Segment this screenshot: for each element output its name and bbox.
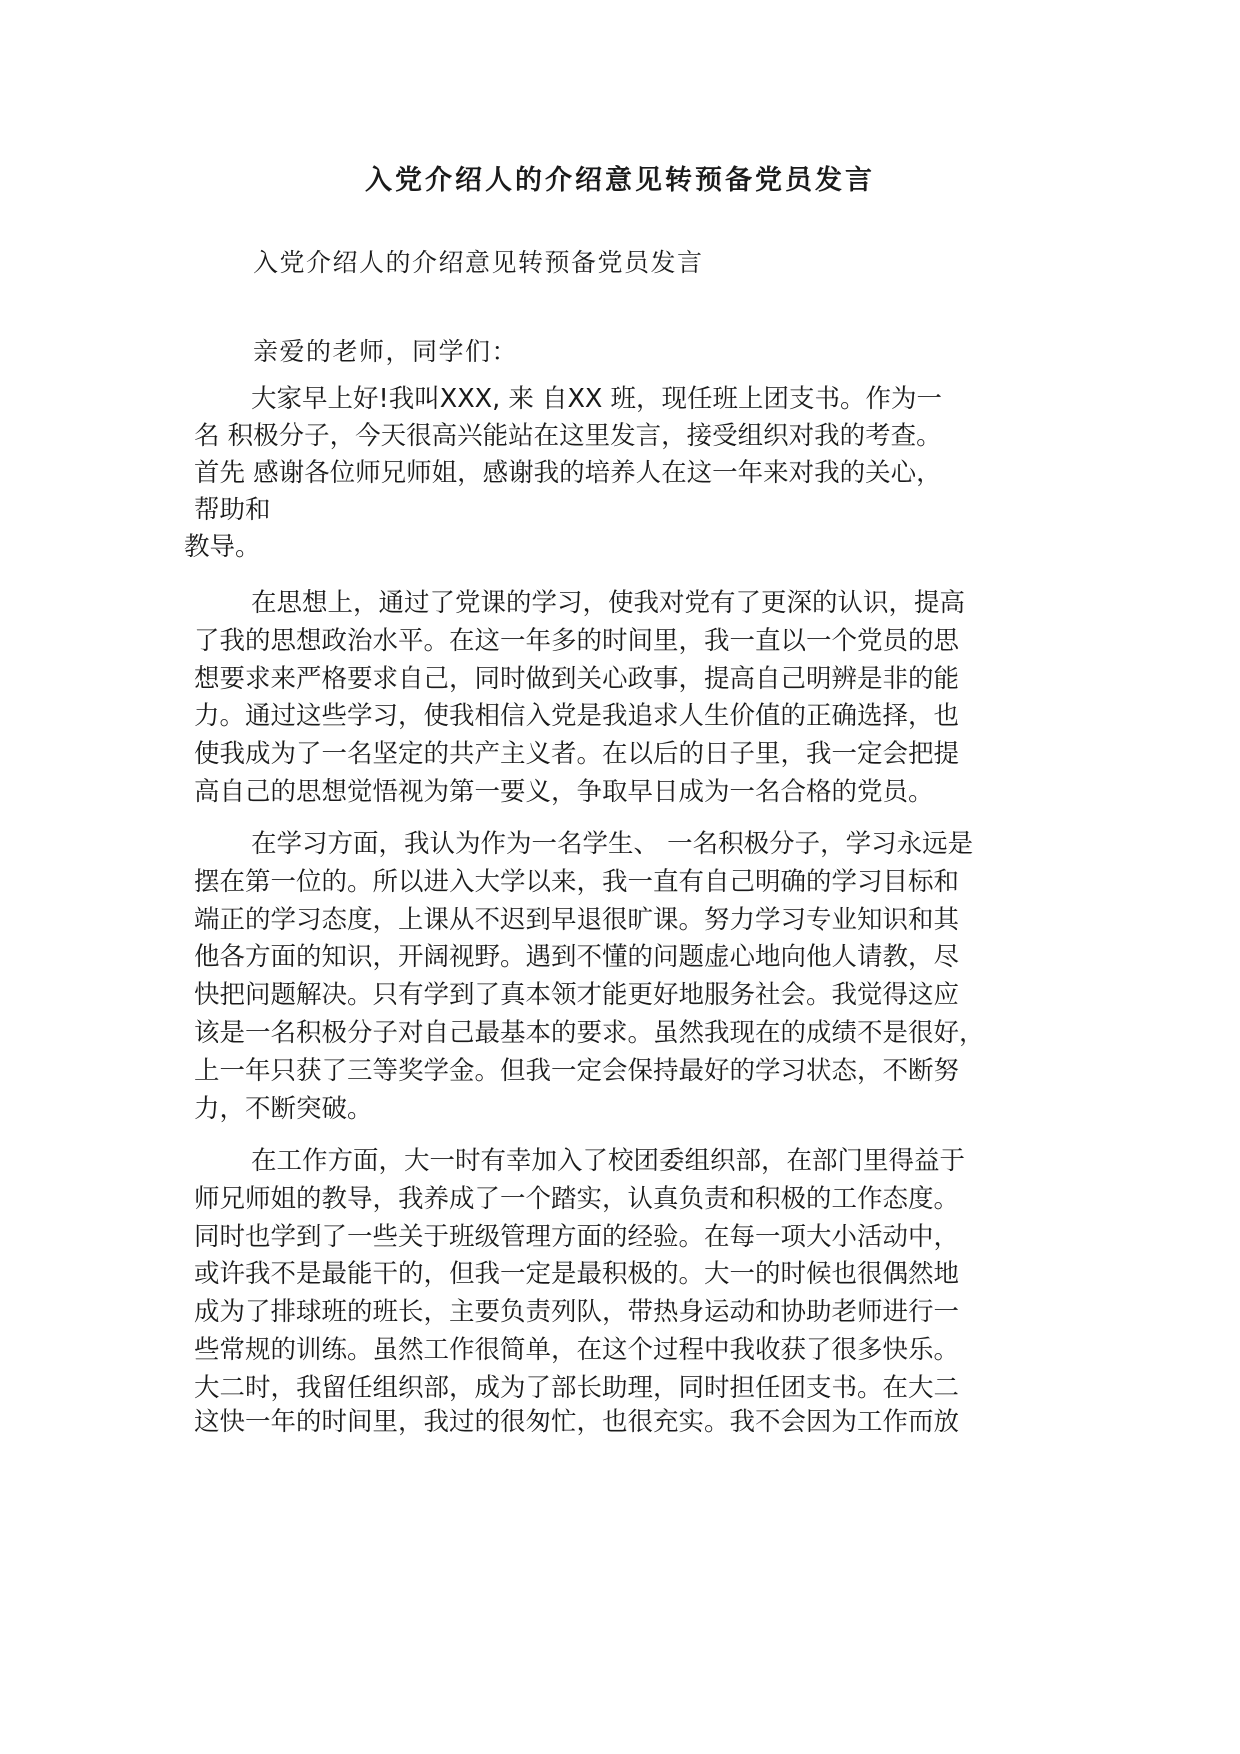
paragraph-line: 他各方面的知识，开阔视野。遇到不懂的问题虚心地向他人请教，尽 — [194, 942, 960, 973]
paragraph-line: 同时也学到了一些关于班级管理方面的经验。在每一项大小活动中， — [194, 1221, 960, 1252]
paragraph-line: 在工作方面，大一时有幸加入了校团委组织部，在部门里得益于 — [251, 1146, 966, 1176]
paragraph-line: 名 积极分子，今天很高兴能站在这里发言，接受组织对我的考查。 — [194, 421, 942, 451]
paragraph-line: 高自己的思想觉悟视为第一要义，争取早日成为一名合格的党员。 — [194, 776, 934, 807]
paragraph-line: 了我的思想政治水平。在这一年多的时间里，我一直以一个党员的思 — [194, 625, 960, 656]
paragraph-line: 首先 感谢各位师兄师姐，感谢我的培养人在这一年来对我的关心， — [194, 458, 942, 488]
paragraph-line: 成为了排球班的班长，主要负责列队，带热身运动和协助老师进行一 — [194, 1297, 960, 1328]
paragraph-line: 大二时，我留任组织部，成为了部长助理，同时担任团支书。在大二 — [194, 1372, 960, 1403]
paragraph-work — [194, 1143, 1054, 1441]
paragraph-line: 帮助和 — [194, 495, 271, 525]
paragraph-ideology — [194, 585, 1054, 812]
greeting-line: 亲爱的老师，同学们： — [253, 337, 519, 366]
paragraph-line: 大家早上好!我叫XXX, 来 自XX 班，现任班上团支书。作为一 — [251, 384, 942, 414]
paragraph-line: 师兄师姐的教导，我养成了一个踏实，认真负责和积极的工作态度。 — [194, 1183, 960, 1214]
paragraph-line: 些常规的训练。虽然工作很简单，在这个过程中我收获了很多快乐。 — [194, 1334, 960, 1365]
paragraph-line: 想要求来严格要求自己，同时做到关心政事，提高自己明辨是非的能 — [194, 663, 960, 694]
paragraph-line: 该是一名积极分子对自己最基本的要求。虽然我现在的成绩不是很好， — [194, 1017, 985, 1048]
paragraph-line: 或许我不是最能干的，但我一定是最积极的。大一的时候也很偶然地 — [194, 1259, 960, 1290]
paragraph-line: 摆在第一位的。所以进入大学以来，我一直有自己明确的学习目标和 — [194, 866, 960, 897]
paragraph-line: 力。通过这些学习，使我相信入党是我追求人生价值的正确选择，也 — [194, 701, 960, 732]
document-title: 入党介绍人的介绍意见转预备党员发言 — [365, 165, 875, 196]
paragraph-line: 上一年只获了三等奖学金。但我一定会保持最好的学习状态，不断努 — [194, 1055, 960, 1086]
paragraph-line: 这快一年的时间里，我过的很匆忙，也很充实。我不会因为工作而放 — [194, 1406, 960, 1437]
document-subtitle: 入党介绍人的介绍意见转预备党员发言 — [253, 248, 704, 277]
paragraph-line: 在思想上，通过了党课的学习，使我对党有了更深的认识，提高 — [251, 588, 966, 618]
paragraph-study — [194, 826, 1054, 1128]
paragraph-line: 端正的学习态度，上课从不迟到早退很旷课。努力学习专业知识和其 — [194, 904, 960, 935]
paragraph-introduction — [184, 381, 1054, 566]
paragraph-line: 快把问题解决。只有学到了真本领才能更好地服务社会。我觉得这应 — [194, 980, 960, 1011]
paragraph-line: 力，不断突破。 — [194, 1093, 373, 1124]
paragraph-line: 教导。 — [184, 532, 261, 562]
paragraph-line: 在学习方面，我认为作为一名学生、 一名积极分子，学习永远是 — [251, 829, 974, 859]
paragraph-line: 使我成为了一名坚定的共产主义者。在以后的日子里，我一定会把提 — [194, 739, 960, 770]
